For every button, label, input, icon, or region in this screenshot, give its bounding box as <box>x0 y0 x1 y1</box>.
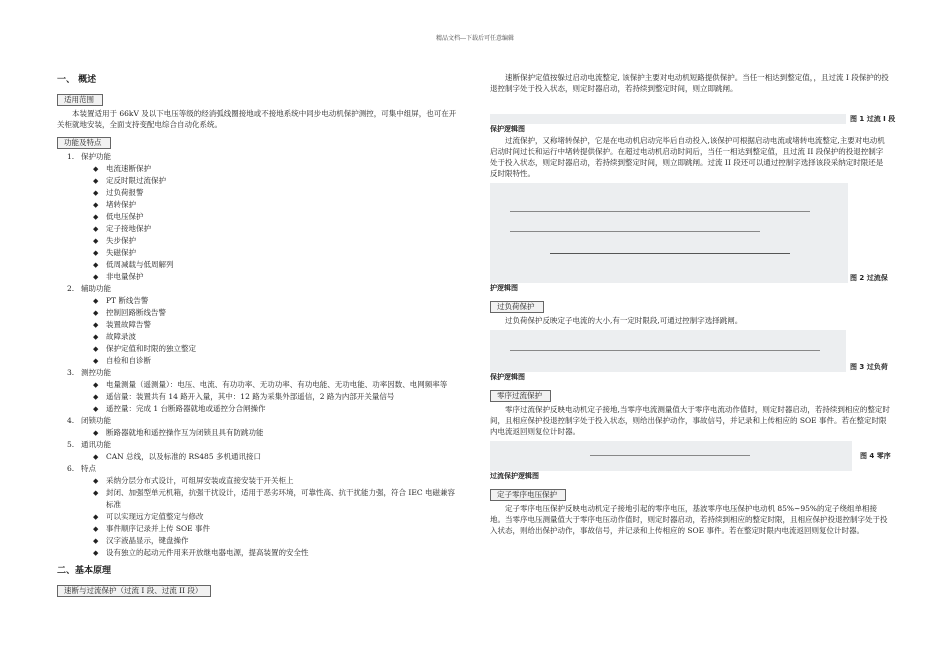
diamond-bullet-icon: ◆ <box>93 537 99 545</box>
features-label: 功能及特点 <box>57 137 111 149</box>
feature-item-text: 失磁保护 <box>106 248 136 257</box>
paragraph-overcurrent: 过流保护，又称堵转保护，它是在电动机启动完毕后自动投入,该保护可根据启动电流或堵转电流整定,主要对电动机启动时间过长和运行中堵转提供保护。在超过电动机启动时间后，当任一相达到整定值，且过流 II 段保护的投退控制字处于投入状态，则定时器启动，若持续到整定时间，则立即跳闸。过流 II 段还可以通过控制字选择该段采纳定时限还是反时限特性。 <box>490 136 885 178</box>
diamond-bullet-icon: ◆ <box>93 381 99 389</box>
feature-group <box>67 439 457 463</box>
feature-group <box>67 415 457 439</box>
figure-2 <box>490 183 890 283</box>
feature-item <box>93 511 457 523</box>
figure-1 <box>490 114 896 124</box>
group-number: 2. <box>67 284 75 293</box>
right-column <box>490 72 896 536</box>
overcurrent-label: 速断与过流保护（过流 I 段、过流 II 段） <box>57 585 211 597</box>
feature-item <box>93 271 457 283</box>
diamond-bullet-icon: ◆ <box>93 225 99 233</box>
diamond-bullet-icon: ◆ <box>93 273 99 281</box>
left-column <box>57 72 457 599</box>
group-number: 1. <box>67 152 75 161</box>
figure-4-image <box>490 441 852 471</box>
feature-item-text: 遥信量：装置共有 14 路开入量，其中：12 路为采集外部遥信，2 路为内部开关量信号 <box>106 392 395 401</box>
feature-item-text: 汉字液晶显示，键盘操作 <box>106 536 189 545</box>
figure-3-caption-cont: 保护逻辑图 <box>490 373 525 381</box>
figure-3-caption: 图 3 过负荷 <box>850 363 888 371</box>
feature-item-text: 电量测量（遥测量）：电压、电流、有功功率、无功功率、有功电能、无功电能、功率因数、电网频率等 <box>106 380 448 389</box>
figure-4-caption: 图 4 零序 <box>860 452 891 460</box>
diamond-bullet-icon: ◆ <box>93 333 99 341</box>
feature-item-text: 电流速断保护 <box>106 164 151 173</box>
feature-groups <box>57 151 457 559</box>
feature-item-text: 装置故障告警 <box>106 320 151 329</box>
feature-item-text: CAN 总线，以及标准的 RS485 多机通讯接口 <box>106 452 261 461</box>
diamond-bullet-icon: ◆ <box>93 261 99 269</box>
feature-item-text: 封闭、加强型单元机箱，抗强干扰设计，适用于恶劣环境，可靠性高、抗干扰能力强，符合 IEC 电磁兼容标准 <box>106 488 455 509</box>
feature-item-text: 失步保护 <box>106 236 136 245</box>
feature-item-text: 故障录波 <box>106 332 136 341</box>
feature-item <box>93 211 457 223</box>
feature-item-text: 自检和自诊断 <box>106 356 151 365</box>
feature-item <box>93 319 457 331</box>
feature-item <box>93 331 457 343</box>
feature-item-text: 定反时限过流保护 <box>106 176 166 185</box>
group-title: 特点 <box>81 464 96 473</box>
diamond-bullet-icon: ◆ <box>93 489 99 497</box>
feature-item <box>93 187 457 199</box>
group-title: 保护功能 <box>81 152 111 161</box>
feature-item-text: 保护定值和时限的独立整定 <box>106 344 196 353</box>
feature-item <box>93 163 457 175</box>
group-number: 3. <box>67 368 75 377</box>
diamond-bullet-icon: ◆ <box>93 249 99 257</box>
figure-4-caption-cont: 过流保护逻辑图 <box>490 472 539 480</box>
feature-item <box>93 487 457 511</box>
figure-3 <box>490 330 890 372</box>
diamond-bullet-icon: ◆ <box>93 477 99 485</box>
feature-item <box>93 307 457 319</box>
feature-item-text: 低电压保护 <box>106 212 144 221</box>
feature-item-text: 采纳分层分布式设计，可组屏安装或直接安装于开关柜上 <box>106 476 294 485</box>
diamond-bullet-icon: ◆ <box>93 213 99 221</box>
feature-item-text: 控制回路断线告警 <box>106 308 166 317</box>
feature-item <box>93 295 457 307</box>
figure-2-caption: 图 2 过流保 <box>850 274 888 282</box>
diamond-bullet-icon: ◆ <box>93 201 99 209</box>
scope-label: 适用范围 <box>57 94 103 106</box>
feature-item-text: 设有独立的起动元件用来开放继电器电源，提高装置的安全性 <box>106 548 309 557</box>
overload-label: 过负荷保护 <box>490 301 544 313</box>
scope-paragraph: 本装置适用于 66kV 及以下电压等级的经消弧线圈接地或不接地系统中同步电动机保护测控，可集中组屏，也可在开关柜就地安装，全面支持变配电综合自动化系统。 <box>57 109 457 129</box>
diamond-bullet-icon: ◆ <box>93 549 99 557</box>
feature-item-text: 低周减载与低周解列 <box>106 260 174 269</box>
diamond-bullet-icon: ◆ <box>93 309 99 317</box>
feature-group <box>67 367 457 415</box>
feature-item <box>93 451 457 463</box>
group-number: 5. <box>67 440 75 449</box>
feature-item-text: 过负荷报警 <box>106 188 144 197</box>
group-title: 通讯功能 <box>81 440 111 449</box>
feature-item-text: PT 断线告警 <box>106 296 149 305</box>
figure-1-caption: 图 1 过流 I 段 <box>850 115 896 123</box>
feature-item-text: 非电量保护 <box>106 272 144 281</box>
group-title: 闭锁功能 <box>81 416 111 425</box>
paragraph-overload: 过负荷保护反映定子电流的大小,有一定时限段,可通过控制字选择跳闸。 <box>505 316 743 325</box>
feature-item <box>93 175 457 187</box>
feature-item-text: 事件顺序记录并上传 SOE 事件 <box>106 524 211 533</box>
feature-item-text: 遥控量：完成 1 台断路器就地或遥控分合闸操作 <box>106 404 266 413</box>
diamond-bullet-icon: ◆ <box>93 321 99 329</box>
feature-item <box>93 343 457 355</box>
feature-item <box>93 379 457 391</box>
feature-item <box>93 535 457 547</box>
paragraph-zero-overvoltage: 定子零序电压保护反映电动机定子接地引起的零序电压，基波零序电压保护电动机 85%~95%的定子绕组单相接地。当零序电压测量值大于零序电压动作值时，则定时器启动，若持续到相应的整定时限，且相应保护投退控制字处于投入状态，则给出保护动作，事故信号，并记录和上传相应的 SOE 事件。若在整定时限内电流返回则复位计时器。 <box>490 504 888 535</box>
diamond-bullet-icon: ◆ <box>93 297 99 305</box>
feature-item-text: 可以实现远方定值整定与修改 <box>106 512 204 521</box>
diamond-bullet-icon: ◆ <box>93 513 99 521</box>
group-number: 6. <box>67 464 75 473</box>
diamond-bullet-icon: ◆ <box>93 237 99 245</box>
feature-item-text: 断路器就地和遥控操作互为闭锁且具有防跳功能 <box>106 428 264 437</box>
diamond-bullet-icon: ◆ <box>93 357 99 365</box>
diamond-bullet-icon: ◆ <box>93 177 99 185</box>
feature-item <box>93 355 457 367</box>
diamond-bullet-icon: ◆ <box>93 189 99 197</box>
paragraph-instant-trip: 速断保护定值按躲过启动电流整定, 该保护主要对电动机短路提供保护。当任一相达到整定值，，且过流 I 段保护的投退控制字处于投入状态，则定时器启动，若持续到整定时间，则立即跳闸。 <box>490 73 889 93</box>
group-number: 4. <box>67 416 75 425</box>
feature-item <box>93 391 457 403</box>
feature-group <box>67 463 457 559</box>
diamond-bullet-icon: ◆ <box>93 525 99 533</box>
feature-item <box>93 223 457 235</box>
feature-item-text: 堵转保护 <box>106 200 136 209</box>
feature-item <box>93 523 457 535</box>
feature-item <box>93 403 457 415</box>
figure-4 <box>490 441 890 471</box>
diamond-bullet-icon: ◆ <box>93 405 99 413</box>
diamond-bullet-icon: ◆ <box>93 165 99 173</box>
group-title: 测控功能 <box>81 368 111 377</box>
section-1-title: 一、 概述 <box>57 75 97 85</box>
feature-item <box>93 547 457 559</box>
figure-1-image <box>490 114 846 124</box>
feature-group <box>67 283 457 367</box>
zero-overcurrent-label: 零序过流保护 <box>490 390 551 402</box>
page-watermark: 精品文档---下载后可任意编辑 <box>435 35 515 42</box>
figure-3-image <box>490 330 846 372</box>
figure-2-caption-cont: 护逻辑图 <box>490 284 518 292</box>
diamond-bullet-icon: ◆ <box>93 393 99 401</box>
feature-item-text: 定子接地保护 <box>106 224 151 233</box>
feature-item <box>93 475 457 487</box>
feature-item <box>93 427 457 439</box>
section-2-title: 二、基本原理 <box>57 566 112 576</box>
diamond-bullet-icon: ◆ <box>93 429 99 437</box>
group-title: 辅助功能 <box>81 284 111 293</box>
paragraph-zero-overcurrent: 零序过流保护反映电动机定子接地,当零序电流测量值大于零序电流动作值时，则定时器启动，若持续到相应的整定时间，且相应保护投退控制字处于投入状态，则给出保护动作，事故信号，并记录和上传相应的 SOE 事件。若在整定时限内电流返回则复位计时器。 <box>490 405 890 436</box>
feature-item <box>93 199 457 211</box>
diamond-bullet-icon: ◆ <box>93 453 99 461</box>
feature-item <box>93 235 457 247</box>
diamond-bullet-icon: ◆ <box>93 345 99 353</box>
figure-2-image <box>490 183 848 283</box>
feature-item <box>93 259 457 271</box>
zero-overvoltage-label: 定子零序电压保护 <box>490 489 566 501</box>
feature-group <box>67 151 457 283</box>
figure-1-caption-cont: 保护逻辑图 <box>490 125 525 133</box>
feature-item <box>93 247 457 259</box>
